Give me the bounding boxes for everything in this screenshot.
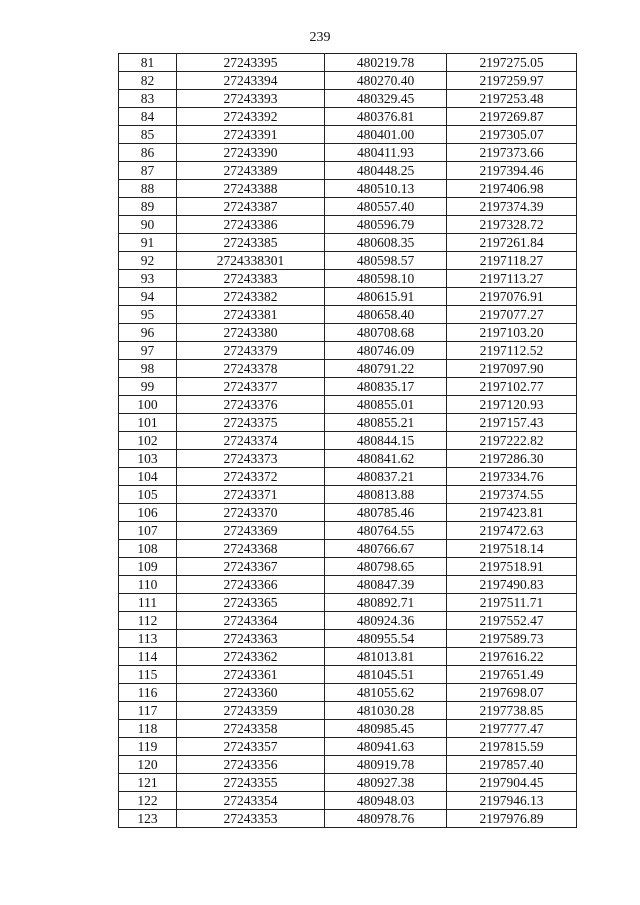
y-coordinate-cell: 2197113.27 <box>447 270 577 288</box>
point-id-cell: 27243386 <box>177 216 325 234</box>
point-id-cell: 27243395 <box>177 54 325 72</box>
point-id-cell: 27243355 <box>177 774 325 792</box>
point-id-cell: 27243389 <box>177 162 325 180</box>
row-number-cell: 91 <box>119 234 177 252</box>
y-coordinate-cell: 2197616.22 <box>447 648 577 666</box>
table-row <box>119 54 577 72</box>
y-coordinate-cell: 2197253.48 <box>447 90 577 108</box>
y-coordinate-cell: 2197976.89 <box>447 810 577 828</box>
x-coordinate-cell: 480841.62 <box>325 450 447 468</box>
row-number-cell: 121 <box>119 774 177 792</box>
x-coordinate-cell: 480847.39 <box>325 576 447 594</box>
x-coordinate-cell: 480837.21 <box>325 468 447 486</box>
x-coordinate-cell: 480401.00 <box>325 126 447 144</box>
point-id-cell: 27243391 <box>177 126 325 144</box>
y-coordinate-cell: 2197103.20 <box>447 324 577 342</box>
table-row <box>119 666 577 684</box>
point-id-cell: 27243361 <box>177 666 325 684</box>
row-number-cell: 105 <box>119 486 177 504</box>
row-number-cell: 111 <box>119 594 177 612</box>
x-coordinate-cell: 480813.88 <box>325 486 447 504</box>
point-id-cell: 27243364 <box>177 612 325 630</box>
y-coordinate-cell: 2197334.76 <box>447 468 577 486</box>
x-coordinate-cell: 480844.15 <box>325 432 447 450</box>
table-row <box>119 594 577 612</box>
row-number-cell: 95 <box>119 306 177 324</box>
x-coordinate-cell: 480615.91 <box>325 288 447 306</box>
x-coordinate-cell: 480855.21 <box>325 414 447 432</box>
x-coordinate-cell: 480948.03 <box>325 792 447 810</box>
row-number-cell: 83 <box>119 90 177 108</box>
row-number-cell: 88 <box>119 180 177 198</box>
table-row <box>119 306 577 324</box>
x-coordinate-cell: 481045.51 <box>325 666 447 684</box>
table-row <box>119 324 577 342</box>
table-row <box>119 738 577 756</box>
x-coordinate-cell: 480855.01 <box>325 396 447 414</box>
row-number-cell: 90 <box>119 216 177 234</box>
x-coordinate-cell: 480376.81 <box>325 108 447 126</box>
row-number-cell: 118 <box>119 720 177 738</box>
point-id-cell: 27243373 <box>177 450 325 468</box>
x-coordinate-cell: 480219.78 <box>325 54 447 72</box>
row-number-cell: 81 <box>119 54 177 72</box>
point-id-cell: 27243370 <box>177 504 325 522</box>
point-id-cell: 27243358 <box>177 720 325 738</box>
y-coordinate-cell: 2197259.97 <box>447 72 577 90</box>
point-id-cell: 27243372 <box>177 468 325 486</box>
x-coordinate-cell: 480766.67 <box>325 540 447 558</box>
table-row <box>119 252 577 270</box>
x-coordinate-cell: 480329.45 <box>325 90 447 108</box>
point-id-cell: 27243393 <box>177 90 325 108</box>
point-id-cell: 27243369 <box>177 522 325 540</box>
y-coordinate-cell: 2197490.83 <box>447 576 577 594</box>
table-row <box>119 432 577 450</box>
y-coordinate-cell: 2197112.52 <box>447 342 577 360</box>
point-id-cell: 27243368 <box>177 540 325 558</box>
x-coordinate-cell: 480608.35 <box>325 234 447 252</box>
row-number-cell: 103 <box>119 450 177 468</box>
point-id-cell: 27243376 <box>177 396 325 414</box>
y-coordinate-cell: 2197328.72 <box>447 216 577 234</box>
point-id-cell: 27243383 <box>177 270 325 288</box>
table-row <box>119 342 577 360</box>
point-id-cell: 27243385 <box>177 234 325 252</box>
row-number-cell: 101 <box>119 414 177 432</box>
table-row <box>119 522 577 540</box>
point-id-cell: 27243387 <box>177 198 325 216</box>
table-row <box>119 378 577 396</box>
table-row <box>119 288 577 306</box>
table-row <box>119 108 577 126</box>
row-number-cell: 89 <box>119 198 177 216</box>
x-coordinate-cell: 480924.36 <box>325 612 447 630</box>
table-row <box>119 702 577 720</box>
y-coordinate-cell: 2197946.13 <box>447 792 577 810</box>
table-row <box>119 144 577 162</box>
row-number-cell: 110 <box>119 576 177 594</box>
table-row <box>119 72 577 90</box>
point-id-cell: 27243357 <box>177 738 325 756</box>
row-number-cell: 117 <box>119 702 177 720</box>
coordinates-table <box>118 53 577 828</box>
point-id-cell: 27243392 <box>177 108 325 126</box>
y-coordinate-cell: 2197077.27 <box>447 306 577 324</box>
row-number-cell: 122 <box>119 792 177 810</box>
point-id-cell: 27243374 <box>177 432 325 450</box>
row-number-cell: 106 <box>119 504 177 522</box>
row-number-cell: 97 <box>119 342 177 360</box>
point-id-cell: 27243394 <box>177 72 325 90</box>
y-coordinate-cell: 2197222.82 <box>447 432 577 450</box>
point-id-cell: 27243365 <box>177 594 325 612</box>
x-coordinate-cell: 480791.22 <box>325 360 447 378</box>
y-coordinate-cell: 2197518.14 <box>447 540 577 558</box>
y-coordinate-cell: 2197269.87 <box>447 108 577 126</box>
y-coordinate-cell: 2197394.46 <box>447 162 577 180</box>
table-row <box>119 450 577 468</box>
x-coordinate-cell: 480927.38 <box>325 774 447 792</box>
table-row <box>119 90 577 108</box>
x-coordinate-cell: 480985.45 <box>325 720 447 738</box>
y-coordinate-cell: 2197406.98 <box>447 180 577 198</box>
row-number-cell: 86 <box>119 144 177 162</box>
row-number-cell: 92 <box>119 252 177 270</box>
point-id-cell: 27243375 <box>177 414 325 432</box>
y-coordinate-cell: 2197374.55 <box>447 486 577 504</box>
point-id-cell: 27243377 <box>177 378 325 396</box>
table-row <box>119 576 577 594</box>
y-coordinate-cell: 2197120.93 <box>447 396 577 414</box>
row-number-cell: 84 <box>119 108 177 126</box>
point-id-cell: 27243388 <box>177 180 325 198</box>
y-coordinate-cell: 2197777.47 <box>447 720 577 738</box>
table-row <box>119 486 577 504</box>
x-coordinate-cell: 481055.62 <box>325 684 447 702</box>
table-row <box>119 648 577 666</box>
x-coordinate-cell: 480448.25 <box>325 162 447 180</box>
x-coordinate-cell: 480557.40 <box>325 198 447 216</box>
x-coordinate-cell: 480658.40 <box>325 306 447 324</box>
table-row <box>119 180 577 198</box>
point-id-cell: 27243360 <box>177 684 325 702</box>
table-row <box>119 234 577 252</box>
row-number-cell: 85 <box>119 126 177 144</box>
x-coordinate-cell: 480764.55 <box>325 522 447 540</box>
table-row <box>119 216 577 234</box>
y-coordinate-cell: 2197097.90 <box>447 360 577 378</box>
y-coordinate-cell: 2197423.81 <box>447 504 577 522</box>
x-coordinate-cell: 480785.46 <box>325 504 447 522</box>
y-coordinate-cell: 2197589.73 <box>447 630 577 648</box>
x-coordinate-cell: 480919.78 <box>325 756 447 774</box>
row-number-cell: 109 <box>119 558 177 576</box>
row-number-cell: 108 <box>119 540 177 558</box>
point-id-cell: 27243381 <box>177 306 325 324</box>
y-coordinate-cell: 2197118.27 <box>447 252 577 270</box>
table-row <box>119 270 577 288</box>
table-row <box>119 414 577 432</box>
x-coordinate-cell: 480708.68 <box>325 324 447 342</box>
point-id-cell: 27243354 <box>177 792 325 810</box>
point-id-cell: 27243379 <box>177 342 325 360</box>
table-row <box>119 612 577 630</box>
row-number-cell: 114 <box>119 648 177 666</box>
point-id-cell: 2724338301 <box>177 252 325 270</box>
y-coordinate-cell: 2197275.05 <box>447 54 577 72</box>
point-id-cell: 27243382 <box>177 288 325 306</box>
x-coordinate-cell: 480598.57 <box>325 252 447 270</box>
x-coordinate-cell: 480892.71 <box>325 594 447 612</box>
table-row <box>119 360 577 378</box>
x-coordinate-cell: 480835.17 <box>325 378 447 396</box>
y-coordinate-cell: 2197286.30 <box>447 450 577 468</box>
row-number-cell: 99 <box>119 378 177 396</box>
row-number-cell: 120 <box>119 756 177 774</box>
x-coordinate-cell: 480270.40 <box>325 72 447 90</box>
row-number-cell: 112 <box>119 612 177 630</box>
table-row <box>119 162 577 180</box>
table-row <box>119 126 577 144</box>
point-id-cell: 27243367 <box>177 558 325 576</box>
row-number-cell: 98 <box>119 360 177 378</box>
table-row <box>119 198 577 216</box>
row-number-cell: 119 <box>119 738 177 756</box>
row-number-cell: 87 <box>119 162 177 180</box>
y-coordinate-cell: 2197157.43 <box>447 414 577 432</box>
point-id-cell: 27243366 <box>177 576 325 594</box>
point-id-cell: 27243390 <box>177 144 325 162</box>
page-number: 239 <box>309 30 331 45</box>
y-coordinate-cell: 2197511.71 <box>447 594 577 612</box>
x-coordinate-cell: 480798.65 <box>325 558 447 576</box>
table-row <box>119 756 577 774</box>
table-row <box>119 468 577 486</box>
y-coordinate-cell: 2197374.39 <box>447 198 577 216</box>
x-coordinate-cell: 481013.81 <box>325 648 447 666</box>
table-row <box>119 774 577 792</box>
y-coordinate-cell: 2197698.07 <box>447 684 577 702</box>
x-coordinate-cell: 480598.10 <box>325 270 447 288</box>
table-row <box>119 792 577 810</box>
point-id-cell: 27243363 <box>177 630 325 648</box>
row-number-cell: 94 <box>119 288 177 306</box>
x-coordinate-cell: 480955.54 <box>325 630 447 648</box>
table-row <box>119 630 577 648</box>
row-number-cell: 82 <box>119 72 177 90</box>
point-id-cell: 27243356 <box>177 756 325 774</box>
point-id-cell: 27243378 <box>177 360 325 378</box>
table-row <box>119 558 577 576</box>
table-row <box>119 396 577 414</box>
y-coordinate-cell: 2197857.40 <box>447 756 577 774</box>
x-coordinate-cell: 480978.76 <box>325 810 447 828</box>
x-coordinate-cell: 481030.28 <box>325 702 447 720</box>
table-row <box>119 540 577 558</box>
x-coordinate-cell: 480411.93 <box>325 144 447 162</box>
y-coordinate-cell: 2197076.91 <box>447 288 577 306</box>
x-coordinate-cell: 480941.63 <box>325 738 447 756</box>
row-number-cell: 107 <box>119 522 177 540</box>
y-coordinate-cell: 2197472.63 <box>447 522 577 540</box>
table-row <box>119 684 577 702</box>
table-row <box>119 504 577 522</box>
y-coordinate-cell: 2197815.59 <box>447 738 577 756</box>
table-row <box>119 810 577 828</box>
row-number-cell: 116 <box>119 684 177 702</box>
point-id-cell: 27243362 <box>177 648 325 666</box>
row-number-cell: 100 <box>119 396 177 414</box>
y-coordinate-cell: 2197651.49 <box>447 666 577 684</box>
y-coordinate-cell: 2197904.45 <box>447 774 577 792</box>
y-coordinate-cell: 2197518.91 <box>447 558 577 576</box>
y-coordinate-cell: 2197738.85 <box>447 702 577 720</box>
y-coordinate-cell: 2197552.47 <box>447 612 577 630</box>
row-number-cell: 104 <box>119 468 177 486</box>
x-coordinate-cell: 480746.09 <box>325 342 447 360</box>
point-id-cell: 27243359 <box>177 702 325 720</box>
point-id-cell: 27243380 <box>177 324 325 342</box>
table-body <box>119 54 577 828</box>
point-id-cell: 27243371 <box>177 486 325 504</box>
row-number-cell: 123 <box>119 810 177 828</box>
x-coordinate-cell: 480596.79 <box>325 216 447 234</box>
row-number-cell: 102 <box>119 432 177 450</box>
row-number-cell: 113 <box>119 630 177 648</box>
x-coordinate-cell: 480510.13 <box>325 180 447 198</box>
point-id-cell: 27243353 <box>177 810 325 828</box>
y-coordinate-cell: 2197102.77 <box>447 378 577 396</box>
row-number-cell: 115 <box>119 666 177 684</box>
y-coordinate-cell: 2197305.07 <box>447 126 577 144</box>
row-number-cell: 96 <box>119 324 177 342</box>
y-coordinate-cell: 2197373.66 <box>447 144 577 162</box>
y-coordinate-cell: 2197261.84 <box>447 234 577 252</box>
row-number-cell: 93 <box>119 270 177 288</box>
table-row <box>119 720 577 738</box>
